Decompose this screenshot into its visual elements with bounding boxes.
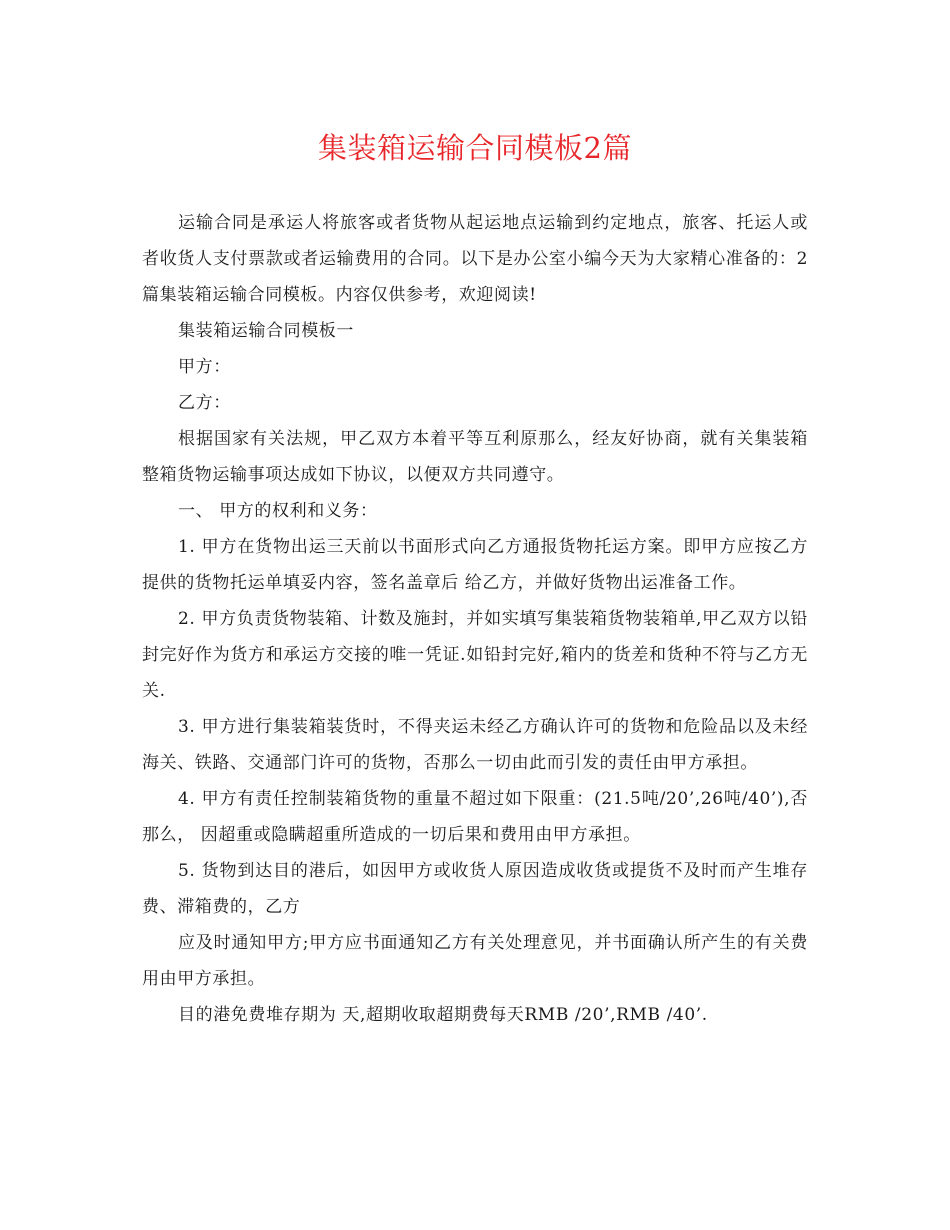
- paragraph-party-a: 甲方：: [178, 357, 231, 377]
- paragraph-party-b: 乙方：: [178, 393, 231, 413]
- paragraph-clause-3: 3. 甲方进行集装箱装货时，不得夹运未经乙方确认许可的货物和危险品以及未经海关、铁路、交通部门许可的货物，否那么一切由此而引发的责任由甲方承担。: [142, 717, 808, 773]
- paragraph-clause-5: 5. 货物到达目的港后，如因甲方或收货人原因造成收货或提货不及时而产生堆存费、滞箱费的，乙方: [142, 861, 808, 917]
- paragraph-template-one-heading: 集装箱运输合同模板一: [178, 321, 354, 341]
- paragraph-clause-1: 1. 甲方在货物出运三天前以书面形式向乙方通报货物托运方案。即甲方应按乙方提供的货物托运单填妥内容，签名盖章后 给乙方，并做好货物出运准备工作。: [142, 537, 808, 593]
- paragraph-clause-4: 4. 甲方有责任控制装箱货物的重量不超过如下限重：(21.5吨/20’,26吨/40’),否那么， 因超重或隐瞒超重所造成的一切后果和费用由甲方承担。: [142, 789, 808, 845]
- document-body: [142, 205, 808, 1033]
- paragraph-intro: 运输合同是承运人将旅客或者货物从起运地点运输到约定地点，旅客、托运人或者收货人支付票款或者运输费用的合同。以下是办公室小编今天为大家精心准备的：2篇集装箱运输合同模板。内容仅供参考，欢迎阅读!: [142, 213, 808, 305]
- paragraph-agreement-basis: 根据国家有关法规，甲乙双方本着平等互利原那么，经友好协商，就有关集装箱整箱货物运输事项达成如下协议，以便双方共同遵守。: [142, 429, 808, 485]
- paragraph-clause-5-continued: 应及时通知甲方;甲方应书面通知乙方有关处理意见，并书面确认所产生的有关费用由甲方承担。: [142, 933, 808, 989]
- document-title: 集装箱运输合同模板2篇: [318, 131, 632, 165]
- paragraph-storage-period: 目的港免费堆存期为 天,超期收取超期费每天RMB /20’,RMB /40’.: [178, 1005, 708, 1025]
- paragraph-section-one-heading: 一、 甲方的权利和义务：: [178, 501, 378, 521]
- paragraph-clause-2: 2. 甲方负责货物装箱、计数及施封，并如实填写集装箱货物装箱单,甲乙双方以铅封完好作为货方和承运方交接的唯一凭证.如铅封完好,箱内的货差和货种不符与乙方无关.: [142, 609, 808, 701]
